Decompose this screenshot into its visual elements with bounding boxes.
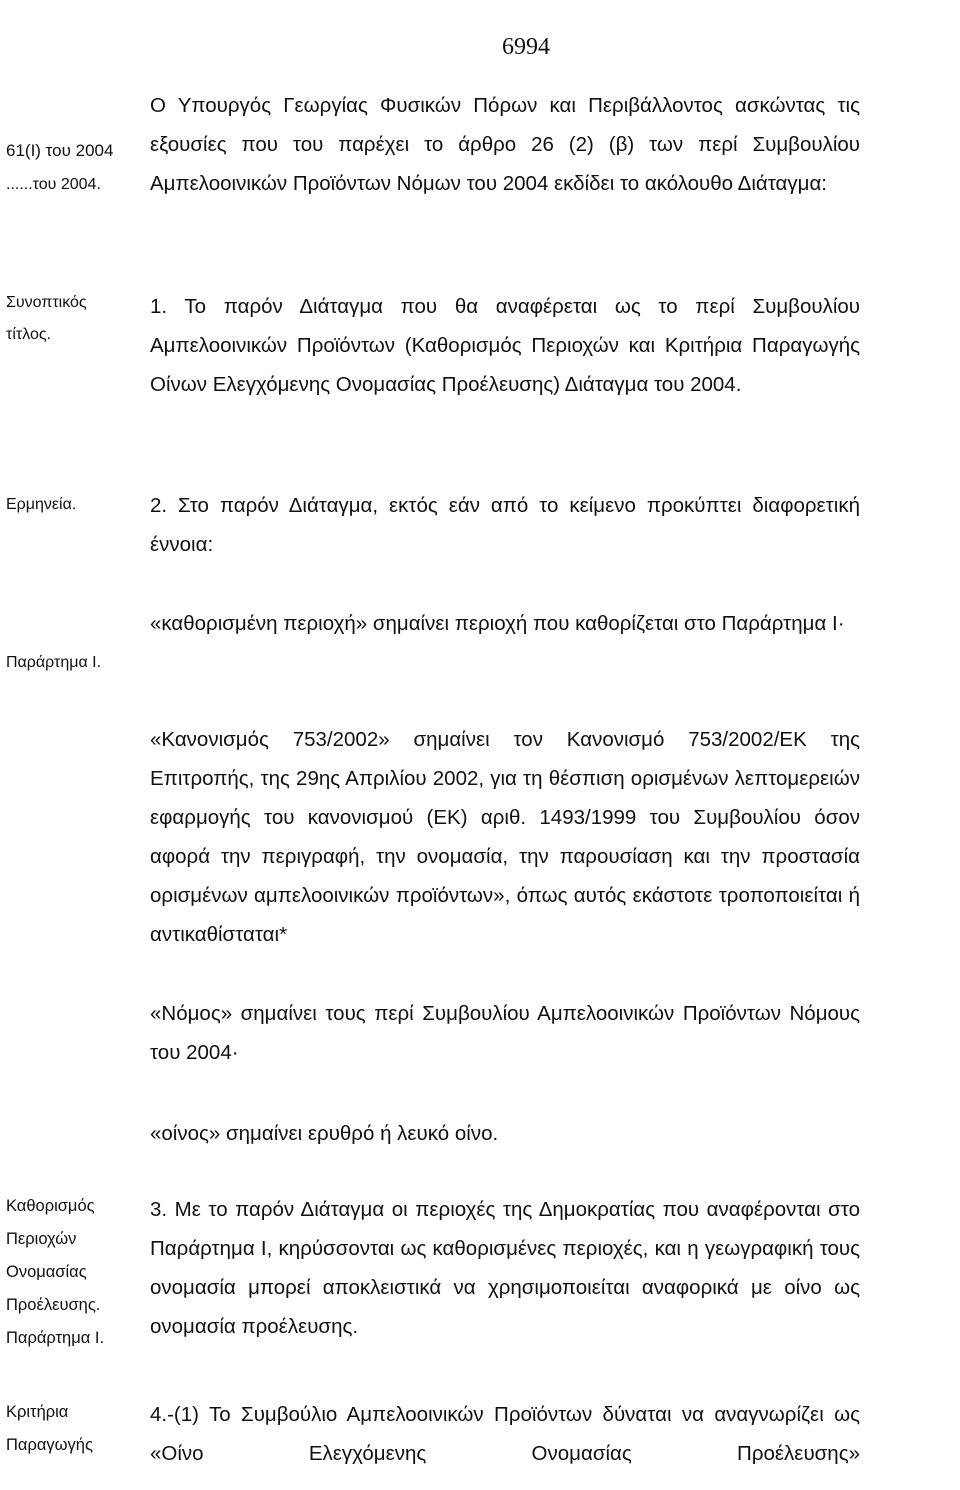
section-2-margin-line-1: Ερμηνεία. (6, 496, 77, 513)
section-1-margin-note (6, 292, 141, 346)
section-3-paragraph: 3. Με το παρόν Διάταγμα οι περιοχές της Δημοκρατίας που αναφέρονται στο Παράρτημα Ι, κηρύσσονται ως καθορισμένες περιοχές, και η γεωγραφική τους ονομασία μπορεί αποκλειστικά να χρησιμοποιείται αναφορικά με οίνο ως ονομασία προέλευσης. (150, 1198, 860, 1338)
section-1-margin-line-2: τίτλος. (6, 326, 52, 343)
definition-1-margin-note (6, 652, 141, 674)
section-1-paragraph: 1. Το παρόν Διάταγμα που θα αναφέρεται ως το περί Συμβουλίου Αμπελοοινικών Προϊόντων (Καθορισμός Περιοχών και Κριτήρια Παραγωγής Οίνων Ελεγχόμενης Ονομασίας Προέλευσης) Διάταγμα του 2004. (150, 295, 860, 396)
section-3-margin-note (6, 1190, 141, 1355)
intro-paragraph: Ο Υπουργός Γεωργίας Φυσικών Πόρων και Περιβάλλοντος ασκώντας τις εξουσίες που του παρέχει το άρθρο 26 (2) (β) των περί Συμβουλίου Αμπελοοινικών Προϊόντων Νόμων του 2004 εκδίδει το ακόλουθο Διάταγμα: (150, 94, 860, 195)
intro-margin-line-2: ......του 2004. (6, 176, 101, 193)
definition-2-paragraph: «Κανονισμός 753/2002» σημαίνει τον Κανονισμό 753/2002/ΕΚ της Επιτροπής, της 29ης Απριλίου 2002, για τη θέσπιση ορισμένων λεπτομερειών εφαρμογής του κανονισμού (ΕΚ) αριθ. 1493/1999 του Συμβουλίου όσον αφορά την περιγραφή, την ονομασία, την παρουσίαση και την προστασία ορισμένων αμπελοοινικών προϊόντων», όπως αυτός εκάστοτε τροποποιείται ή αντικαθίσταται* (150, 728, 860, 946)
section-3-margin-line-2: Περιοχών (6, 1230, 77, 1248)
section-3-margin-line-4: Προέλευσης. (6, 1296, 101, 1314)
section-4-margin-note (6, 1396, 141, 1462)
definition-3-paragraph: «Νόμος» σημαίνει τους περί Συμβουλίου Αμπελοοινικών Προϊόντων Νόμους του 2004· (150, 1002, 860, 1064)
definition-1-margin-line-1: Παράρτημα Ι. (6, 654, 102, 671)
page-number: 6994 (502, 34, 550, 60)
section-1-margin-line-1: Συνοπτικός (6, 294, 87, 311)
section-2-margin-note (6, 494, 141, 516)
section-4-margin-line-2: Παραγωγής (6, 1436, 93, 1454)
section-3-margin-line-1: Καθορισμός (6, 1197, 95, 1215)
section-3-margin-line-3: Ονομασίας (6, 1263, 87, 1281)
section-4-paragraph: 4.-(1) Το Συμβούλιο Αμπελοοινικών Προϊόντων δύναται να αναγνωρίζει ως «Οίνο Ελεγχόμενης Ονομασίας Προέλευσης» (150, 1403, 860, 1465)
section-4-margin-line-1: Κριτήρια (6, 1403, 69, 1421)
intro-margin-note (6, 140, 141, 196)
definition-1-paragraph: «καθορισμένη περιοχή» σημαίνει περιοχή που καθορίζεται στο Παράρτημα Ι· (150, 612, 845, 635)
intro-margin-line-1: 61(I) του 2004 (6, 141, 114, 160)
section-3-margin-line-5: Παράρτημα Ι. (6, 1329, 105, 1347)
section-2-paragraph: 2. Στο παρόν Διάταγμα, εκτός εάν από το κείμενο προκύπτει διαφορετική έννοια: (150, 494, 860, 556)
definition-4-paragraph: «οίνος» σημαίνει ερυθρό ή λευκό οίνο. (150, 1122, 499, 1145)
